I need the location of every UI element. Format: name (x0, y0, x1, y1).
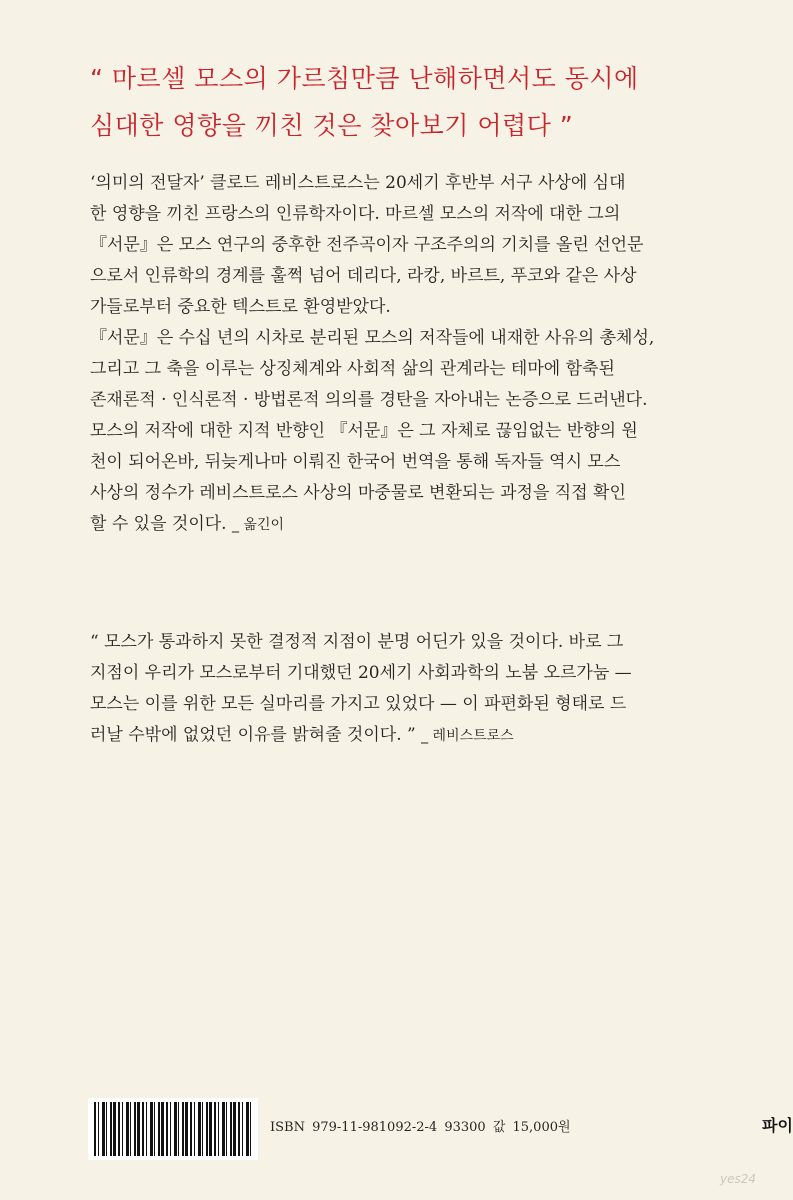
body-line: 천이 되어온바, 뒤늦게나마 이뤄진 한국어 번역을 통해 독자들 역시 모스 (90, 452, 621, 472)
body-line: 『서문』은 수십 년의 시차로 분리된 모스의 저작들에 내재한 사유의 총체성, (90, 328, 655, 348)
body-line: 으로서 인류학의 경계를 훌쩍 넘어 데리다, 라캉, 바르트, 푸코와 같은 사상 (90, 266, 637, 286)
description-paragraph (90, 168, 710, 541)
translator-credit: _ 옮긴이 (231, 517, 285, 533)
body-line: 『서문』은 모스 연구의 중후한 전주곡이자 구조주의의 기치를 올린 선언문 (90, 235, 644, 255)
body-line: ‘의미의 전달자’ 클로드 레비스트로스는 20세기 후반부 서구 사상에 심대 (90, 173, 626, 193)
headline-line: “ 마르셀 모스의 가르침만큼 난해하면서도 동시에 (90, 64, 639, 93)
body-line: 가들로부터 중요한 텍스트로 환영받았다. (90, 297, 391, 317)
quote-credit: _ 레비스트로스 (421, 728, 514, 744)
isbn-price-text: ISBN 979-11-981092-2-4 93300 값 15,000원 (270, 1120, 571, 1135)
quote-line: “ 모스가 통과하지 못한 결정적 지점이 분명 어딘가 있을 것이다. 바로 그 (90, 632, 624, 652)
body-last-line (90, 509, 710, 541)
body-line: 존재론적 · 인식론적 · 방법론적 의의를 경탄을 자아내는 논증으로 드러낸다. (90, 390, 648, 410)
barcode-bars (94, 1102, 252, 1156)
body-line: 그리고 그 축을 이루는 상징체계와 사회적 삶의 관계라는 테마에 함축된 (90, 359, 615, 379)
levi-strauss-quote (90, 627, 710, 752)
isbn-barcode (88, 1098, 258, 1160)
watermark: yes24 (720, 1172, 757, 1186)
headline-line: 심대한 영향을 끼친 것은 찾아보기 어렵다 ” (90, 111, 574, 140)
body-line: 모스의 저작에 대한 지적 반향인 『서문』은 그 자체로 끊임없는 반향의 원 (90, 421, 638, 441)
body-line: 사상의 정수가 레비스트로스 사상의 마중물로 변환되는 과정을 직접 확인 (90, 483, 626, 503)
body-last-text: 할 수 있을 것이다. (90, 514, 227, 534)
quote-line: 모스는 이를 위한 모든 실마리를 가지고 있었다 — 이 파편화된 형태로 드 (90, 694, 627, 714)
publisher-logo: 파이 (762, 1116, 793, 1135)
quote-line: 지점이 우리가 모스로부터 기대했던 20세기 사회과학의 노붐 오르가눔 — (90, 663, 632, 683)
body-line: 한 영향을 끼친 프랑스의 인류학자이다. 마르셀 모스의 저작에 대한 그의 (90, 204, 621, 224)
quote-last-text: 러날 수밖에 없었던 이유를 밝혀줄 것이다. ” (90, 725, 416, 745)
quote-last-line (90, 720, 710, 752)
headline-quote (90, 55, 750, 149)
